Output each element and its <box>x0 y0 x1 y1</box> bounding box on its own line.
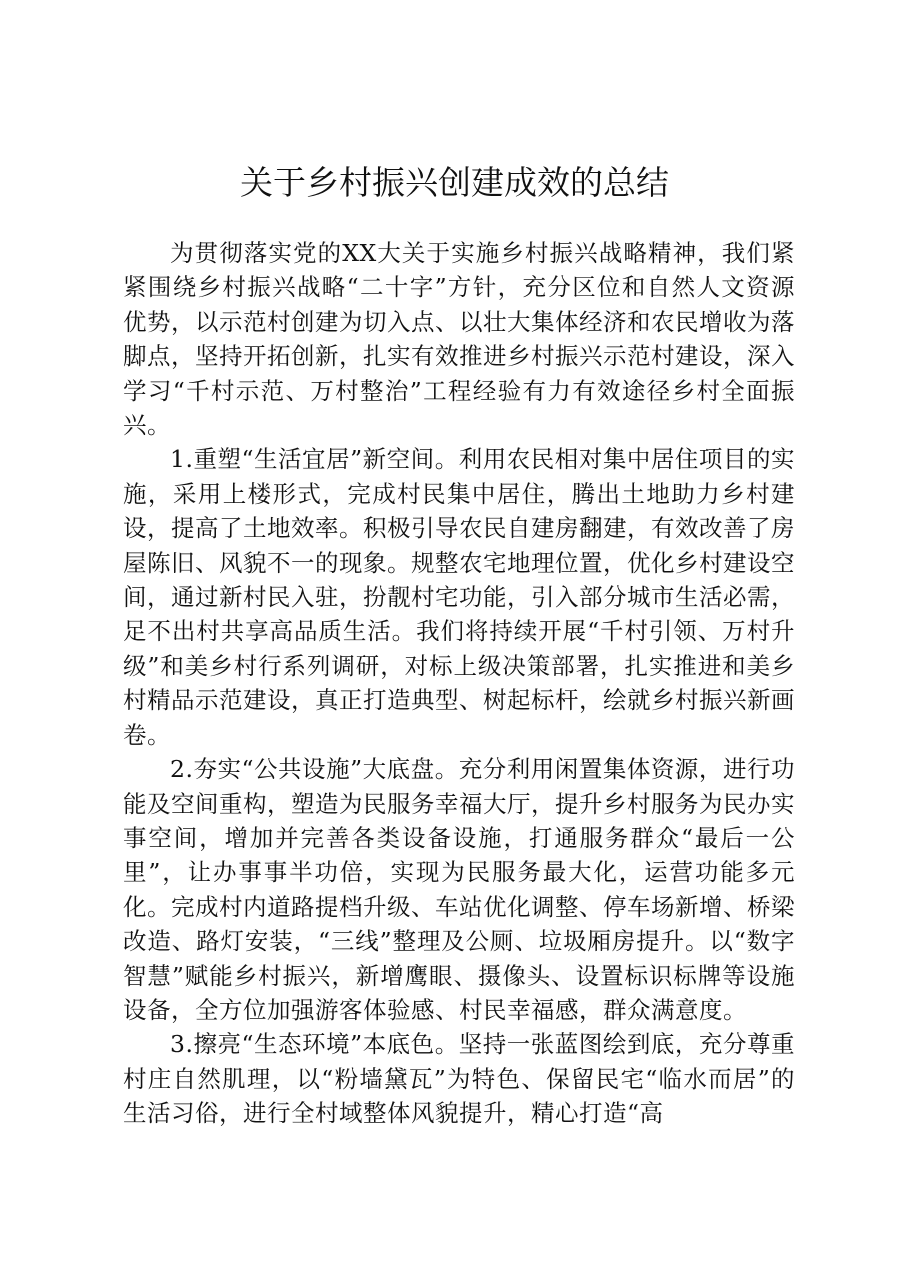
paragraph-ecological-environment: 3.擦亮“生态环境”本底色。坚持一张蓝图绘到底，充分尊重村庄自然肌理，以“粉墙黛瓦”为特色、保留民宅“临水而居”的生活习俗，进行全村域整体风貌提升，精心打造“高 <box>123 1030 795 1128</box>
document-body <box>123 236 795 1131</box>
paragraph-intro: 为贯彻落实党的XX大关于实施乡村振兴战略精神，我们紧紧围绕乡村振兴战略“二十字”方针，充分区位和自然人文资源优势，以示范村创建为切入点、以壮大集体经济和农民增收为落脚点，坚持开拓创新，扎实有效推进乡村振兴示范村建设，深入学习“千村示范、万村整治”工程经验有力有效途径乡村全面振兴。 <box>123 239 795 440</box>
document-title: 关于乡村振兴创建成效的总结 <box>240 163 669 202</box>
paragraph-public-facilities: 2.夯实“公共设施”大底盘。充分利用闲置集体资源，进行功能及空间重构，塑造为民服务幸福大厅，提升乡村服务为民办实事空间，增加并完善各类设备设施，打通服务群众“最后一公里”，让办事事半功倍，实现为民服务最大化，运营功能多元化。完成村内道路提档升级、车站优化调整、停车场新增、桥梁改造、路灯安装，“三线”整理及公厕、垃圾厢房提升。以“数字智慧”赋能乡村振兴，新增鹰眼、摄像头、设置标识标牌等设施设备，全方位加强游客体验感、村民幸福感，群众满意度。 <box>123 755 795 1024</box>
paragraph-living-space: 1.重塑“生活宜居”新空间。利用农民相对集中居住项目的实施，采用上楼形式，完成村民集中居住，腾出土地助力乡村建设，提高了土地效率。积极引导农民自建房翻建，有效改善了房屋陈旧、风貌不一的现象。规整农宅地理位置，优化乡村建设空间，通过新村民入驻，扮靓村宅功能，引入部分城市生活必需，足不出村共享高品质生活。我们将持续开展“千村引领、万村升级”和美乡村行系列调研，对标上级决策部署，扎实推进和美乡村精品示范建设，真正打造典型、树起标杆，绘就乡村振兴新画卷。 <box>123 445 795 749</box>
